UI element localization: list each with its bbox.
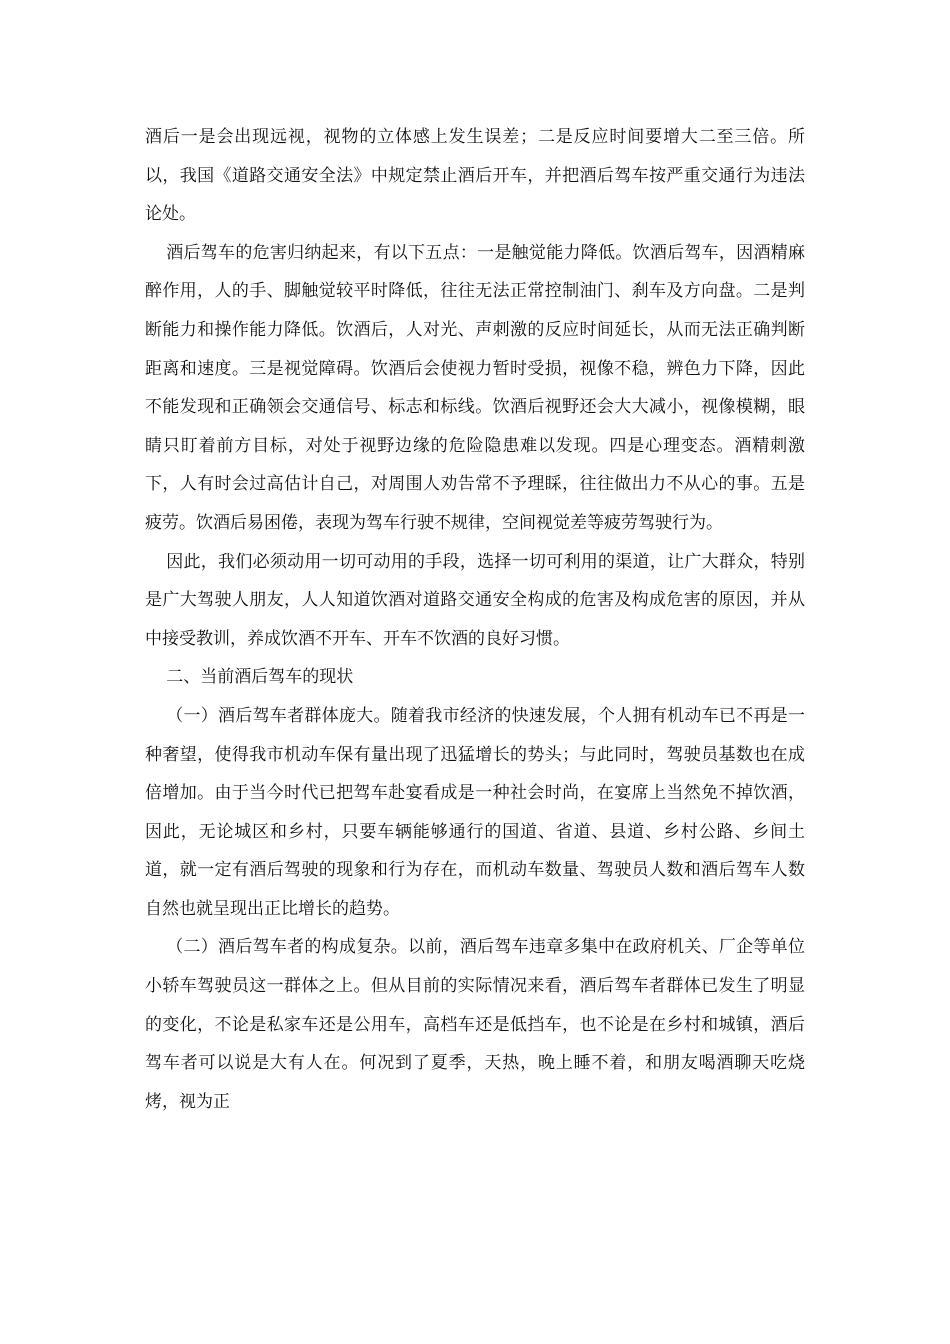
paragraph-conclusion: 因此，我们必须动用一切可动用的手段，选择一切可利用的渠道，让广大群众，特别是广大驾驶人朋友，人人知道饮酒对道路交通安全构成的危害及构成危害的原因，并从中接受教训，养成饮酒不开车、开车不饮酒的良好习惯。 (145, 551, 805, 649)
section-heading: 二、当前酒后驾车的现状 (166, 667, 354, 688)
document-page (145, 118, 805, 1121)
paragraph-continuation: 酒后一是会出现远视，视物的立体感上发生误差；二是反应时间要增大二至三倍。所以，我国《道路交通安全法》中规定禁止酒后开车，并把酒后驾车按严重交通行为违法论处。 (145, 127, 805, 225)
paragraph-point-one: （一）酒后驾车者群体庞大。随着我市经济的快速发展，个人拥有机动车已不再是一种奢望，使得我市机动车保有量出现了迅猛增长的势头；与此同时，驾驶员基数也在成倍增加。由于当今时代已把驾车赴宴看成是一种社会时尚，在宴席上当然免不掉饮酒，因此，无论城区和乡村，只要车辆能够通行的国道、省道、县道、乡村公路、乡间土道，就一定有酒后驾驶的现象和行为存在，而机动车数量、驾驶员人数和酒后驾车人数自然也就呈现出正比增长的趋势。 (145, 705, 805, 919)
paragraph-point-two: （二）酒后驾车者的构成复杂。以前，酒后驾车违章多集中在政府机关、厂企等单位小轿车驾驶员这一群体之上。但从目前的实际情况来看，酒后驾车者群体已发生了明显的变化，不论是私家车还是公用车，高档车还是低挡车，也不论是在乡村和城镇，酒后驾车者可以说是大有人在。何况到了夏季，天热，晚上睡不着，和朋友喝酒聊天吃烧烤，视为正 (145, 937, 805, 1112)
paragraph-drunk-driving-harms: 酒后驾车的危害归纳起来，有以下五点：一是触觉能力降低。饮酒后驾车，因酒精麻醉作用，人的手、脚触觉较平时降低，往往无法正常控制油门、刹车及方向盘。二是判断能力和操作能力降低。饮酒后，人对光、声刺激的反应时间延长，从而无法正确判断距离和速度。三是视觉障碍。饮酒后会使视力暂时受损，视像不稳，辨色力下降，因此不能发现和正确领会交通信号、标志和标线。饮酒后视野还会大大减小，视像模糊，眼睛只盯着前方目标，对处于视野边缘的危险隐患难以发现。四是心理变态。酒精刺激下，人有时会过高估计自己，对周围人劝告常不予理睬，往往做出力不从心的事。五是疲劳。饮酒后易困倦，表现为驾车行驶不规律，空间视觉差等疲劳驾驶行为。 (145, 242, 805, 533)
